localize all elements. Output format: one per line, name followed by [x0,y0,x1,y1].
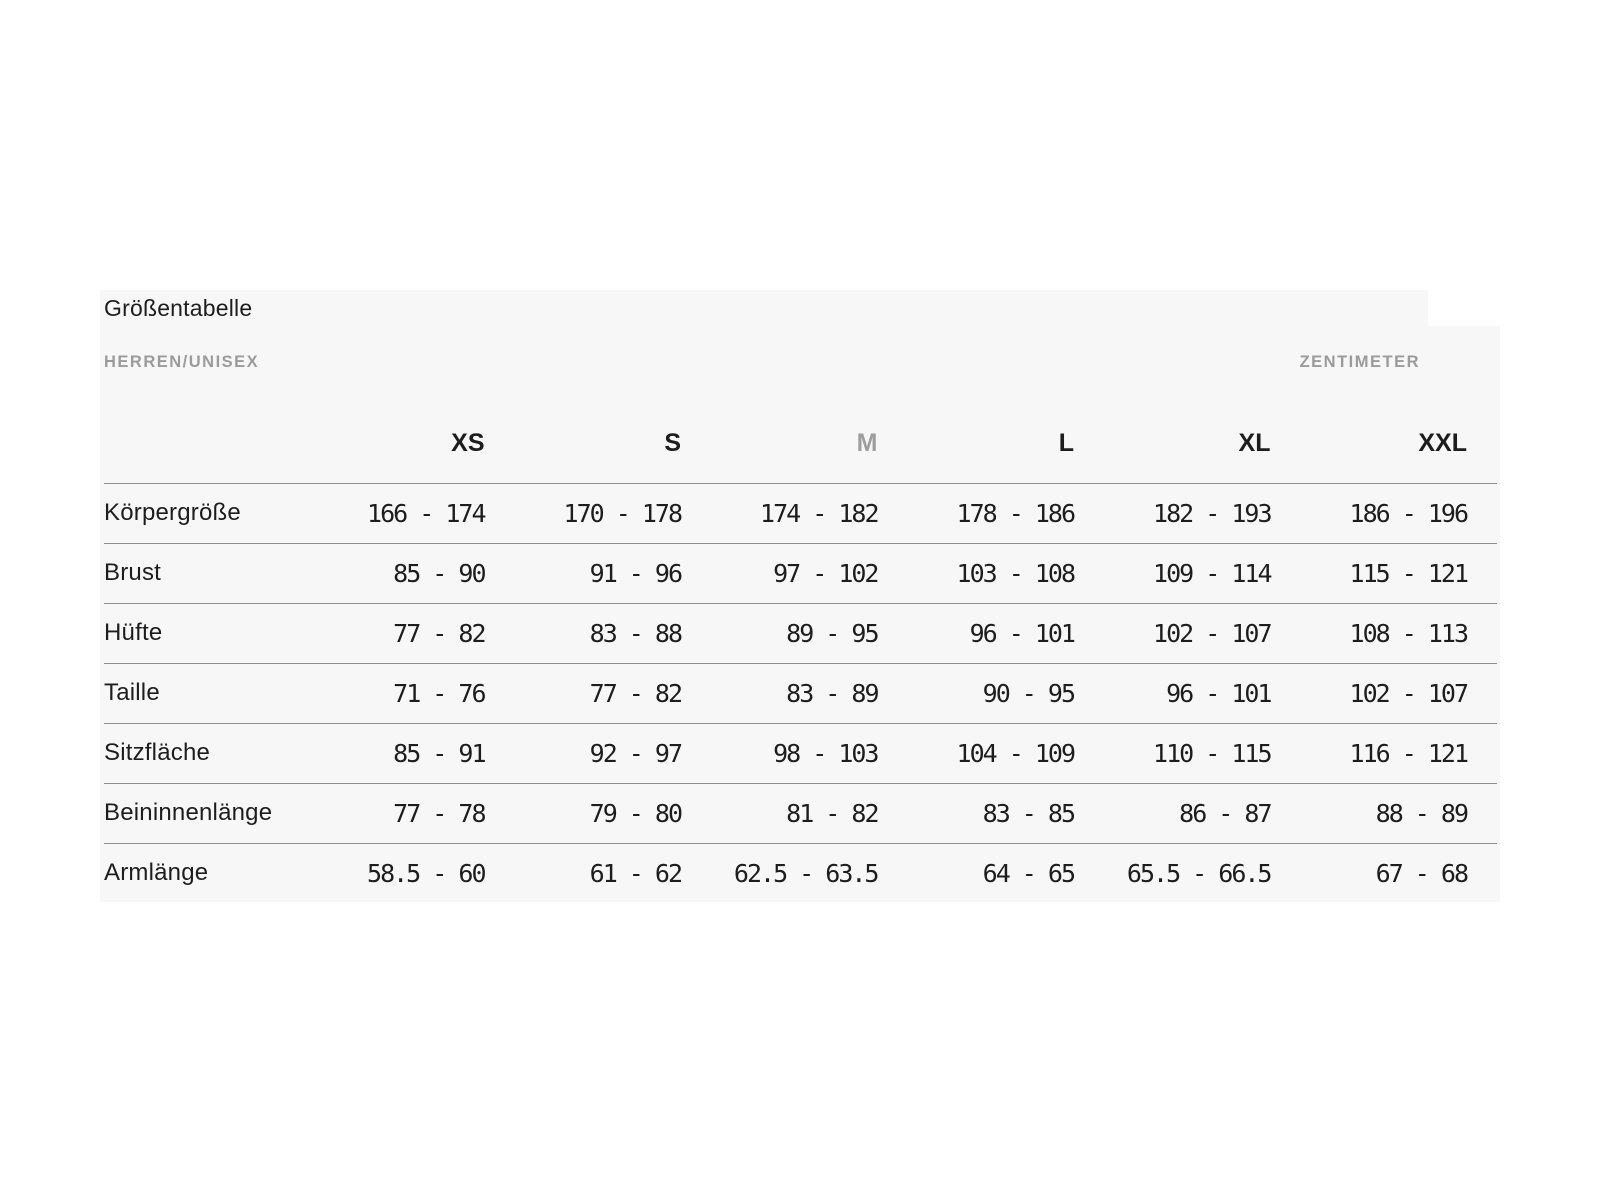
size-value-cell: 110 - 115 [1104,723,1301,783]
size-value-cell: 170 - 178 [515,483,712,543]
size-value-cell: 186 - 196 [1301,483,1498,543]
size-value-cell: 61 - 62 [589,858,681,888]
size-value-cell: 103 - 108 [908,543,1105,603]
measurement-row-label: Brust [104,543,318,603]
size-value-cell: 116 - 121 [1301,723,1498,783]
size-column-header-xs: XS [318,405,515,483]
size-table-head [104,405,1497,483]
table-row [104,603,1497,663]
size-value-cell: 79 - 80 [515,783,712,843]
measurement-row-label: Armlänge [104,859,209,887]
size-value-cell: 174 - 182 [711,483,908,543]
size-value-cell: 102 - 107 [1104,603,1301,663]
panel-corner-notch [1428,290,1500,326]
size-header-row [104,405,1497,483]
unit-label: ZENTIMETER [1299,353,1420,371]
size-value-cell: 96 - 101 [908,603,1105,663]
size-value-cell: 88 - 89 [1301,783,1498,843]
size-value-cell: 81 - 82 [711,783,908,843]
measurement-row-label: Hüfte [104,603,318,663]
size-value-cell: 182 - 193 [1104,483,1301,543]
size-value-cell: 104 - 109 [908,723,1105,783]
size-value-cell: 85 - 91 [318,723,515,783]
size-table-body [104,483,1497,903]
table-row [104,483,1497,543]
size-value-cell: 97 - 102 [711,543,908,603]
size-value-cell: 77 - 82 [318,603,515,663]
table-row [104,723,1497,783]
measurement-row-label: Körpergröße [104,483,318,543]
table-row [104,543,1497,603]
gender-category-label: HERREN/UNISEX [104,353,260,371]
size-value-cell: 89 - 95 [711,603,908,663]
size-value-cell: 108 - 113 [1301,603,1498,663]
size-value-cell: 58.5 - 60 [367,858,485,888]
size-value-cell: 92 - 97 [515,723,712,783]
size-chart-title: Größentabelle [104,295,253,321]
size-value-cell: 77 - 78 [318,783,515,843]
size-value-cell: 83 - 89 [711,663,908,723]
measurement-row-label: Taille [104,663,318,723]
size-table [104,405,1497,903]
table-row [104,663,1497,723]
size-value-cell: 90 - 95 [908,663,1105,723]
size-column-header-xl: XL [1104,405,1301,483]
size-value-cell: 83 - 85 [908,783,1105,843]
size-column-header-xxl: XXL [1301,405,1498,483]
size-value-cell: 166 - 174 [318,483,515,543]
size-value-cell: 98 - 103 [711,723,908,783]
size-chart-panel [100,290,1500,902]
size-value-cell: 91 - 96 [515,543,712,603]
measurement-row-label: Beininnenlänge [104,783,318,843]
size-column-header-m: M [711,405,908,483]
size-column-header-l: L [908,405,1105,483]
size-value-cell: 85 - 90 [318,543,515,603]
table-row [104,783,1497,843]
size-value-cell: 83 - 88 [515,603,712,663]
size-value-cell: 178 - 186 [908,483,1105,543]
size-column-header-s: S [515,405,712,483]
size-value-cell: 109 - 114 [1104,543,1301,603]
size-value-cell: 65.5 - 66.5 [1126,858,1271,888]
size-value-cell: 102 - 107 [1301,663,1498,723]
table-row [104,843,1497,903]
size-chart-meta-row [104,353,1420,372]
size-value-cell: 115 - 121 [1301,543,1498,603]
size-value-cell: 71 - 76 [318,663,515,723]
size-value-cell: 86 - 87 [1104,783,1301,843]
measurement-row-label: Sitzfläche [104,723,318,783]
size-value-cell: 96 - 101 [1104,663,1301,723]
table-corner-cell [104,405,318,483]
size-value-cell: 67 - 68 [1375,858,1467,888]
size-value-cell: 64 - 65 [982,858,1074,888]
size-value-cell: 77 - 82 [515,663,712,723]
size-value-cell: 62.5 - 63.5 [733,858,878,888]
